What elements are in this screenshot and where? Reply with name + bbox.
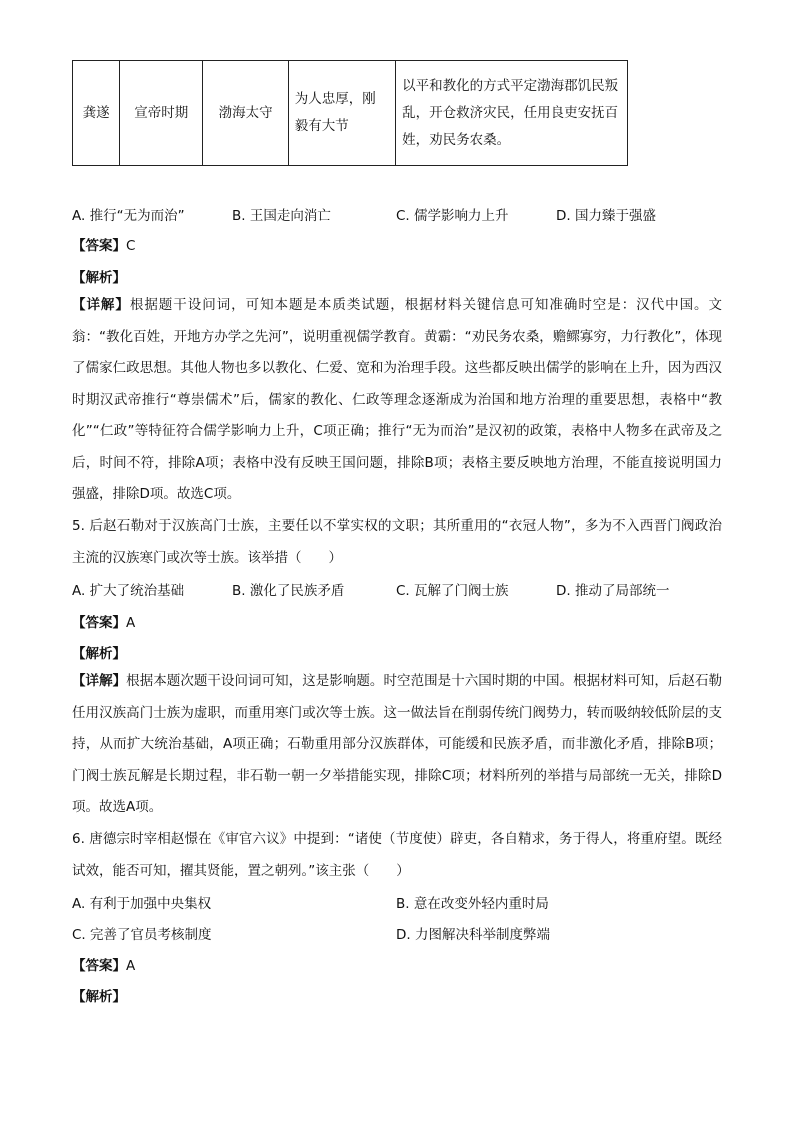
detail-label: 【详解】 (72, 673, 127, 689)
q4-answer-line (72, 234, 135, 254)
q6-analysis-label: 【解析】 (72, 989, 126, 1005)
answer-value: A (126, 958, 136, 974)
history-table (72, 60, 628, 166)
q4-option-a: A. 推行“无为而治” (72, 208, 185, 224)
q6-stem: 6. 唐德宗时宰相赵憬在《审官六议》中提到：“诸使（节度使）辟吏，各自精求，务于得人，将重府望。既经试效，能否可知，擢其贤能，置之朝列。”该主张（ ） (72, 831, 722, 879)
answer-label: 【答案】 (72, 238, 126, 254)
detail-label: 【详解】 (72, 297, 130, 313)
answer-value: C (126, 238, 136, 254)
q4-analysis-label: 【解析】 (72, 270, 126, 286)
table-cell-office: 渤海太守 (203, 61, 288, 166)
q5-stem: 5. 后赵石勒对于汉族高门士族，主要任以不掌实权的文职；其所重用的“衣冠人物”，多为不入西晋门阀政治主流的汉族寒门或次等士族。该举措（ ） (72, 518, 722, 566)
q5-analysis-label: 【解析】 (72, 646, 126, 662)
q6-option-d: D. 力图解决科举制度弊端 (396, 927, 550, 943)
q6-option-b: B. 意在改变外轻内重时局 (396, 896, 549, 912)
detail-text: 根据本题次题干设问词可知，这是影响题。时空范围是十六国时期的中国。根据材料可知，后赵石勒任用汉族高门士族为虚职，而重用寒门或次等士族。这一做法旨在削弱传统门阀势力，转而吸纳较低阶层的支持，从而扩大统治基础，A项正确；石勒重用部分汉族群体，可能缓和民族矛盾，而非激化矛盾，排除B项；门阀士族瓦解是长期过程，非石勒一朝一夕举措能实现，排除C项；材料所列的举措与局部统一无关，排除D项。故选A项。 (72, 673, 723, 815)
q4-detail-paragraph (72, 290, 722, 511)
q6-answer-line (72, 954, 135, 974)
q4-option-c: C. 儒学影响力上升 (396, 208, 509, 224)
table-cell-deeds: 以平和教化的方式平定渤海郡饥民叛乱，开仓救济灾民，任用良吏安抚百姓，劝民务农桑。 (396, 61, 628, 166)
q4-option-d: D. 国力臻于强盛 (556, 208, 656, 224)
answer-value: A (126, 615, 136, 631)
q5-answer-line (72, 611, 135, 631)
q5-option-d: D. 推动了局部统一 (556, 583, 670, 599)
q4-option-b: B. 王国走向消亡 (232, 208, 331, 224)
table-cell-character: 为人忠厚，刚毅有大节 (288, 61, 395, 166)
table-cell-period: 宣帝时期 (120, 61, 203, 166)
detail-text: 根据题干设问词，可知本题是本质类试题，根据材料关键信息可知准确时空是：汉代中国。文翁：“教化百姓，开地方办学之先河”，说明重视儒学教育。黄霸：“劝民务农桑，赡鳏寡穷，力行教化”，体现了儒家仁政思想。其他人物也多以教化、仁爱、宽和为治理手段。这些都反映出儒学的影响在上升，因为西汉时期汉武帝推行“尊崇儒术”后，儒家的教化、仁政等理念逐渐成为治国和地方治理的重要思想，表格中“教化”“仁政”等特征符合儒学影响力上升，C项正确；推行“无为而治”是汉初的政策，表格中人物多在武帝及之后，时间不符，排除A项；表格中没有反映王国问题，排除B项；表格主要反映地方治理，不能直接说明国力强盛，排除D项。故选C项。 (72, 297, 723, 502)
q6-option-a: A. 有利于加强中央集权 (72, 896, 212, 912)
q6-option-c: C. 完善了官员考核制度 (72, 927, 212, 943)
q5-detail-paragraph (72, 666, 722, 824)
q5-option-b: B. 激化了民族矛盾 (232, 583, 345, 599)
q5-option-c: C. 瓦解了门阀士族 (396, 583, 509, 599)
q5-option-a: A. 扩大了统治基础 (72, 583, 185, 599)
table-cell-name: 龚遂 (73, 61, 120, 166)
answer-label: 【答案】 (72, 958, 126, 974)
table-row (73, 61, 628, 166)
answer-label: 【答案】 (72, 615, 126, 631)
